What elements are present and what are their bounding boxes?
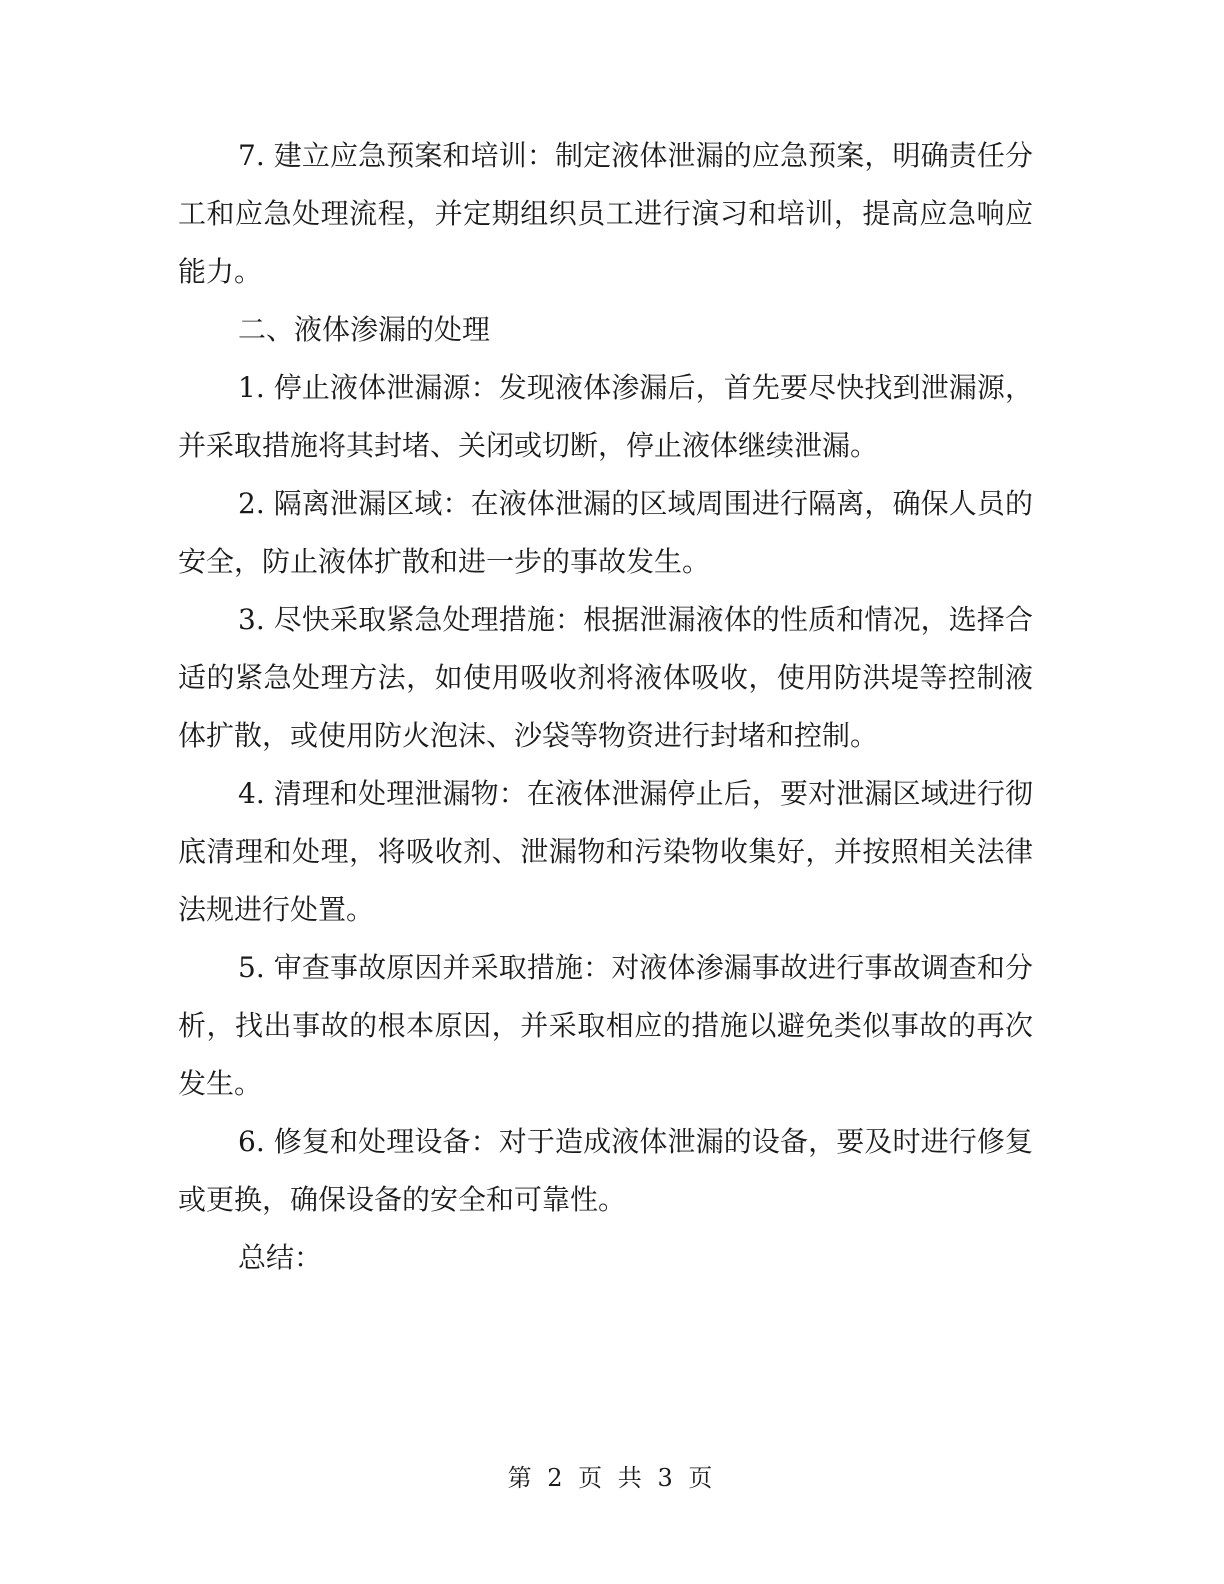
paragraph-item-1: 1. 停止液体泄漏源：发现液体渗漏后，首先要尽快找到泄漏源，并采取措施将其封堵、关闭或切断，停止液体继续泄漏。 — [178, 371, 1033, 462]
paragraph-item-2: 2. 隔离泄漏区域：在液体泄漏的区域周围进行隔离，确保人员的安全，防止液体扩散和进一步的事故发生。 — [178, 487, 1033, 578]
summary-heading: 总结： — [238, 1241, 323, 1274]
paragraph-item-6: 6. 修复和处理设备：对于造成液体泄漏的设备，要及时进行修复或更换，确保设备的安全和可靠性。 — [178, 1125, 1033, 1216]
document-body — [178, 127, 1033, 1287]
section-heading-liquid-leak-handling: 二、液体渗漏的处理 — [238, 313, 491, 346]
paragraph-item-7: 7. 建立应急预案和培训：制定液体泄漏的应急预案，明确责任分工和应急处理流程，并定期组织员工进行演习和培训，提高应急响应能力。 — [178, 139, 1033, 288]
paragraph-item-3: 3. 尽快采取紧急处理措施：根据泄漏液体的性质和情况，选择合适的紧急处理方法，如使用吸收剂将液体吸收，使用防洪堤等控制液体扩散，或使用防火泡沫、沙袋等物资进行封堵和控制。 — [178, 603, 1033, 752]
page-number-footer: 第 2 页 共 3 页 — [507, 1464, 717, 1492]
paragraph-item-5: 5. 审查事故原因并采取措施：对液体渗漏事故进行事故调查和分析，找出事故的根本原因，并采取相应的措施以避免类似事故的再次发生。 — [178, 951, 1033, 1100]
paragraph-item-4: 4. 清理和处理泄漏物：在液体泄漏停止后，要对泄漏区域进行彻底清理和处理，将吸收剂、泄漏物和污染物收集好，并按照相关法律法规进行处置。 — [178, 777, 1033, 926]
